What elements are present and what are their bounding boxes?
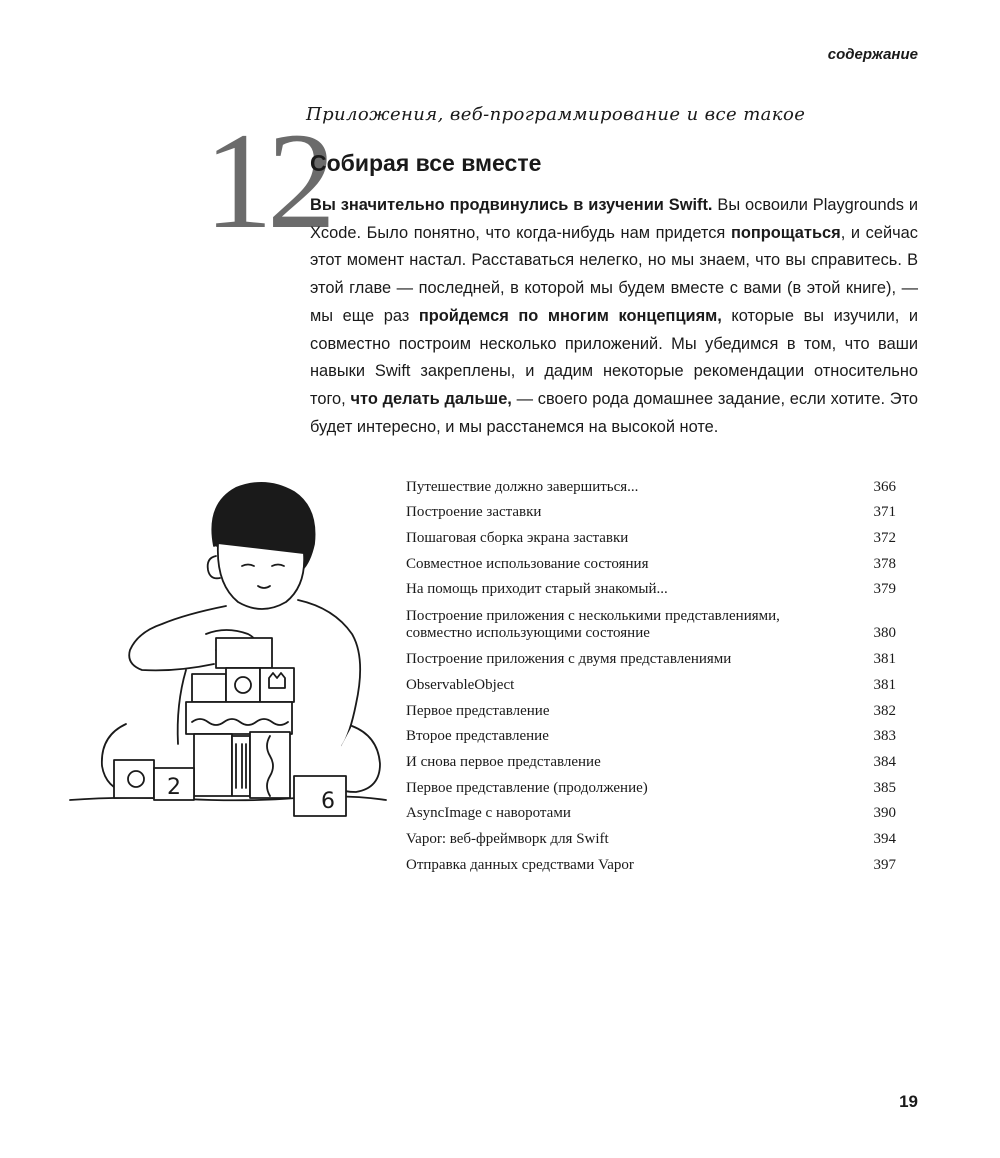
toc-label: AsyncImage с наворотами bbox=[406, 805, 571, 822]
toc-page: 366 bbox=[873, 478, 896, 495]
toc-page: 385 bbox=[873, 779, 896, 796]
running-head: содержание bbox=[827, 46, 918, 63]
block-number-6: 6 bbox=[321, 789, 335, 814]
toc-row[interactable] bbox=[406, 848, 896, 874]
toc-page: 381 bbox=[873, 676, 896, 693]
toc-label: Путешествие должно завершиться... bbox=[406, 478, 639, 495]
toc-label: Второе представление bbox=[406, 728, 549, 745]
toc-label: Первое представление (продолжение) bbox=[406, 779, 648, 796]
chapter-intro bbox=[310, 192, 918, 441]
chapter-number: 12 bbox=[204, 104, 330, 257]
toc-row[interactable] bbox=[406, 496, 896, 522]
toc-page: 383 bbox=[873, 728, 896, 745]
toc-page: 372 bbox=[873, 530, 896, 547]
toc-label: Отправка данных средствами Vapor bbox=[406, 856, 634, 873]
chapter-kicker: Приложения, веб-программирование и все такое bbox=[306, 104, 806, 125]
toc-page: 371 bbox=[873, 504, 896, 521]
toc-page: 378 bbox=[873, 555, 896, 572]
intro-text-2: Вы освоили Playgrounds и Xcode. Было понятно, что когда-нибудь нам придется bbox=[310, 196, 918, 242]
toc-row[interactable] bbox=[406, 642, 896, 668]
toc-row[interactable] bbox=[406, 822, 896, 848]
toc-row[interactable] bbox=[406, 598, 896, 642]
toc-page: 397 bbox=[873, 856, 896, 873]
toc-row[interactable] bbox=[406, 694, 896, 720]
toc-label: Совместное использование состояния bbox=[406, 555, 649, 572]
toc-label: Первое представление bbox=[406, 702, 550, 719]
toc-row[interactable] bbox=[406, 573, 896, 599]
toc-page: 380 bbox=[873, 625, 896, 642]
toc-label: Vapor: веб-фреймворк для Swift bbox=[406, 830, 609, 847]
toc-page: 382 bbox=[873, 702, 896, 719]
chapter-title: Собирая все вместе bbox=[310, 150, 542, 176]
toc-row[interactable] bbox=[406, 771, 896, 797]
toc-label: Построение приложения с несколькими представлениями, совместно использующими состояние bbox=[406, 608, 780, 642]
toc-label: На помощь приходит старый знакомый... bbox=[406, 581, 668, 598]
intro-bold-1: Вы значительно продвинулись в изучении Swift. bbox=[310, 196, 713, 214]
toc-label: ObservableObject bbox=[406, 676, 515, 693]
toc-row[interactable] bbox=[406, 547, 896, 573]
intro-text-8: — своего рода домашнее задание, если хотите. Это будет интересно, и мы расстанемся на высокой ноте. bbox=[310, 389, 919, 436]
toc-label: Построение приложения с двумя представлениями bbox=[406, 651, 732, 668]
toc-page: 381 bbox=[873, 651, 896, 668]
toc-page: 379 bbox=[873, 581, 896, 598]
toc-row[interactable] bbox=[406, 720, 896, 746]
intro-text-4: , и сейчас этот момент настал. Расставаться нелегко, но мы знаем, что вы справитесь. В этой главе — последней, в которой мы будем вместе с вами (в этой книге), — мы еще раз bbox=[310, 223, 918, 325]
table-of-contents bbox=[406, 470, 896, 874]
toc-page: 384 bbox=[873, 753, 896, 770]
block-number-2: 2 bbox=[167, 775, 181, 800]
intro-bold-5: пройдемся по многим концепциям, bbox=[418, 306, 722, 325]
toc-row[interactable] bbox=[406, 745, 896, 771]
toc-row[interactable] bbox=[406, 470, 896, 496]
toc-row[interactable] bbox=[406, 668, 896, 694]
toc-label: Пошаговая сборка экрана заставки bbox=[406, 530, 629, 547]
page-number: 19 bbox=[899, 1092, 918, 1111]
intro-text-6: которые вы изучили, и совместно построим несколько приложений. Мы убедимся в том, что ваши навыки Swift закреплены, и дадим некоторые рекомендации относительно того, bbox=[310, 306, 919, 408]
toc-page: 394 bbox=[873, 830, 896, 847]
toc-row[interactable] bbox=[406, 521, 896, 547]
child-building-blocks-illustration bbox=[66, 474, 396, 824]
toc-row[interactable] bbox=[406, 797, 896, 823]
intro-bold-3: попрощаться bbox=[730, 223, 841, 242]
toc-label: Построение заставки bbox=[406, 504, 542, 521]
toc-page: 390 bbox=[873, 805, 896, 822]
toc-label: И снова первое представление bbox=[406, 753, 601, 770]
intro-bold-7: что делать дальше, bbox=[350, 389, 512, 408]
